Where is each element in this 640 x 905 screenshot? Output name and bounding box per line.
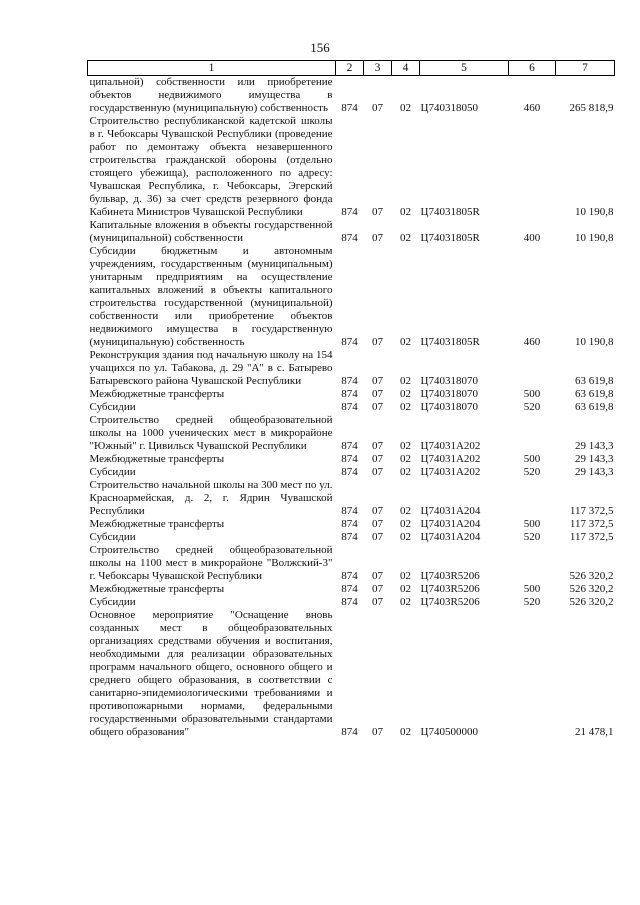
row-subsection-code: 02 [400, 440, 411, 452]
row-subsection-code: 02 [400, 570, 411, 582]
row-expense-type [509, 414, 556, 453]
row-section-code: 07 [372, 726, 383, 738]
row-name: Капитальные вложения в объекты государственной (муниципальной) собственности [89, 219, 333, 244]
row-section-code: 07 [372, 518, 383, 530]
row-section-code: 07 [372, 466, 383, 478]
row-subsection-code: 02 [400, 453, 411, 465]
row-expense-type: 460 [523, 102, 541, 114]
row-amount: 63 619,8 [575, 388, 614, 400]
row-ministry-code: 874 [341, 531, 358, 543]
row-amount: 526 320,2 [569, 596, 614, 608]
row-amount: 29 143,3 [575, 453, 614, 465]
row-target-code: Ц7403R5206 [420, 570, 480, 582]
row-expense-type [509, 479, 556, 518]
header-col-2: 2 [336, 61, 364, 76]
row-target-code: Ц7403R5206 [420, 583, 480, 595]
row-subsection-code: 02 [400, 401, 411, 413]
table-row [88, 453, 615, 466]
row-ministry-code: 874 [341, 440, 358, 452]
row-expense-type: 500 [523, 453, 541, 465]
table-row [88, 596, 615, 609]
row-target-code: Ц74031А202 [420, 453, 481, 465]
row-amount: 117 372,5 [569, 531, 614, 543]
row-amount: 63 619,8 [575, 375, 614, 387]
row-ministry-code: 874 [341, 102, 358, 114]
row-ministry-code: 874 [341, 206, 358, 218]
row-ministry-code: 874 [341, 518, 358, 530]
row-name: Межбюджетные трансферты [89, 388, 225, 400]
row-name: Основное мероприятие "Оснащение вновь созданных мест в общеобразовательных организациях средствами обучения и воспитания, необходимыми для реализации образовательных программ начального общего, основного общего и среднего общего образования, в соответствии с санитарно-эпидемиологическими требованиями и противопожарными нормами, федеральными государственными образовательными стандартами общего образования" [89, 609, 333, 738]
row-section-code: 07 [372, 102, 383, 114]
row-ministry-code: 874 [341, 232, 358, 244]
row-section-code: 07 [372, 505, 383, 517]
header-col-4: 4 [392, 61, 420, 76]
row-amount: 29 143,3 [575, 440, 614, 452]
row-name: Строительство республиканской кадетской школы в г. Чебоксары Чувашской Республики (проведение работ по демонтажу объекта незавершенного строительства гражданской обороны (отдельно стоящего убежища), расположенного по адресу: Чувашская Республика, г. Чебоксары, Эгерский бульвар, д. 36) за счет средств резервного фонда Кабинета Министров Чувашской Республики [89, 115, 333, 218]
row-subsection-code: 02 [400, 206, 411, 218]
row-name: Строительство средней общеобразовательной школы на 1100 мест в микрорайоне "Волжский-3" г. Чебоксары Чувашской Республики [89, 544, 333, 582]
row-name: Субсидии бюджетным и автономным учреждениям, государственным (муниципальным) унитарным предприятиям на осуществление капитальных вложений в объекты капитального строительства государственной (муниципальной) собственности или приобретение объектов недвижимого имущества в государственную (муниципальную) собственность [89, 245, 333, 348]
row-target-code: Ц74031А204 [420, 518, 481, 530]
table-row [88, 609, 615, 739]
row-target-code: Ц74031805R [420, 336, 480, 348]
row-subsection-code: 02 [400, 336, 411, 348]
row-name: ципальной) собственности или приобретение объектов недвижимого имущества в государственную (муниципальную) собственность [89, 76, 333, 114]
row-ministry-code: 874 [341, 401, 358, 413]
page-number: 156 [310, 40, 330, 55]
row-target-code: Ц74031А204 [420, 505, 481, 517]
row-name: Строительство начальной школы на 300 мест по ул. Красноармейская, д. 2, г. Ядрин Чувашской Республики [89, 479, 333, 517]
row-expense-type [509, 349, 556, 388]
row-name: Межбюджетные трансферты [89, 453, 225, 465]
table-header-row [88, 61, 615, 76]
row-amount: 10 190,8 [575, 336, 614, 348]
row-ministry-code: 874 [341, 375, 358, 387]
table-row [88, 466, 615, 479]
row-section-code: 07 [372, 232, 383, 244]
row-ministry-code: 874 [341, 570, 358, 582]
row-amount: 29 143,3 [575, 466, 614, 478]
row-name: Субсидии [89, 596, 136, 608]
row-ministry-code: 874 [341, 388, 358, 400]
row-ministry-code: 874 [341, 453, 358, 465]
row-target-code: Ц740318070 [420, 375, 478, 387]
row-target-code: Ц74031А202 [420, 466, 481, 478]
row-target-code: Ц74031805R [420, 206, 480, 218]
row-subsection-code: 02 [400, 596, 411, 608]
row-subsection-code: 02 [400, 375, 411, 387]
row-name: Субсидии [89, 531, 136, 543]
row-expense-type: 500 [523, 518, 541, 530]
row-name: Строительство средней общеобразовательной школы на 1000 ученических мест в микрорайоне "Южный" г. Цивильск Чувашской Республики [89, 414, 333, 452]
row-target-code: Ц7403R5206 [420, 596, 480, 608]
table-body [88, 76, 615, 740]
row-target-code: Ц74031А204 [420, 531, 481, 543]
row-subsection-code: 02 [400, 726, 411, 738]
row-subsection-code: 02 [400, 583, 411, 595]
row-expense-type: 500 [523, 583, 541, 595]
header-col-5: 5 [420, 61, 509, 76]
budget-table [87, 60, 615, 739]
row-target-code: Ц74031А202 [420, 440, 481, 452]
row-expense-type: 500 [523, 388, 541, 400]
row-expense-type: 520 [523, 466, 541, 478]
row-amount: 10 190,8 [575, 206, 614, 218]
row-amount: 117 372,5 [569, 518, 614, 530]
row-section-code: 07 [372, 453, 383, 465]
table-row [88, 349, 615, 388]
row-expense-type [509, 609, 556, 739]
row-name: Субсидии [89, 466, 136, 478]
row-section-code: 07 [372, 336, 383, 348]
header-col-1: 1 [88, 61, 336, 76]
row-subsection-code: 02 [400, 531, 411, 543]
row-amount: 526 320,2 [569, 570, 614, 582]
row-name: Субсидии [89, 401, 136, 413]
table-row [88, 245, 615, 349]
row-expense-type: 400 [523, 232, 541, 244]
row-amount: 63 619,8 [575, 401, 614, 413]
header-col-6: 6 [509, 61, 556, 76]
row-subsection-code: 02 [400, 102, 411, 114]
row-expense-type [509, 115, 556, 219]
row-expense-type: 520 [523, 596, 541, 608]
table-row [88, 219, 615, 245]
row-ministry-code: 874 [341, 466, 358, 478]
row-target-code: Ц740318070 [420, 388, 478, 400]
row-ministry-code: 874 [341, 596, 358, 608]
row-ministry-code: 874 [341, 505, 358, 517]
row-expense-type: 520 [523, 531, 541, 543]
table-row [88, 479, 615, 518]
row-amount: 21 478,1 [575, 726, 614, 738]
row-section-code: 07 [372, 388, 383, 400]
row-section-code: 07 [372, 206, 383, 218]
table-row [88, 76, 615, 116]
row-section-code: 07 [372, 583, 383, 595]
header-col-3: 3 [364, 61, 392, 76]
table-row [88, 583, 615, 596]
table-row [88, 388, 615, 401]
row-section-code: 07 [372, 531, 383, 543]
row-name: Межбюджетные трансферты [89, 518, 225, 530]
row-subsection-code: 02 [400, 232, 411, 244]
row-expense-type: 520 [523, 401, 541, 413]
row-amount: 265 818,9 [569, 102, 614, 114]
row-ministry-code: 874 [341, 726, 358, 738]
row-subsection-code: 02 [400, 518, 411, 530]
row-target-code: Ц740500000 [420, 726, 478, 738]
table-row [88, 531, 615, 544]
table-row [88, 414, 615, 453]
row-subsection-code: 02 [400, 388, 411, 400]
row-target-code: Ц74031805R [420, 232, 480, 244]
row-target-code: Ц740318050 [420, 102, 478, 114]
row-amount: 10 190,8 [575, 232, 614, 244]
row-section-code: 07 [372, 596, 383, 608]
row-section-code: 07 [372, 570, 383, 582]
row-amount: 117 372,5 [569, 505, 614, 517]
row-name: Межбюджетные трансферты [89, 583, 225, 595]
table-row [88, 544, 615, 583]
row-name: Реконструкция здания под начальную школу на 154 учащихся по ул. Табакова, д. 29 "А" в с. Батырево Батыревского района Чувашской Республики [89, 349, 333, 387]
row-amount: 526 320,2 [569, 583, 614, 595]
row-section-code: 07 [372, 440, 383, 452]
row-subsection-code: 02 [400, 505, 411, 517]
row-section-code: 07 [372, 401, 383, 413]
table-row [88, 518, 615, 531]
row-subsection-code: 02 [400, 466, 411, 478]
row-expense-type [509, 544, 556, 583]
row-target-code: Ц740318070 [420, 401, 478, 413]
row-ministry-code: 874 [341, 583, 358, 595]
row-ministry-code: 874 [341, 336, 358, 348]
row-section-code: 07 [372, 375, 383, 387]
row-expense-type: 460 [523, 336, 541, 348]
table-row [88, 115, 615, 219]
table-row [88, 401, 615, 414]
header-col-7: 7 [556, 61, 615, 76]
